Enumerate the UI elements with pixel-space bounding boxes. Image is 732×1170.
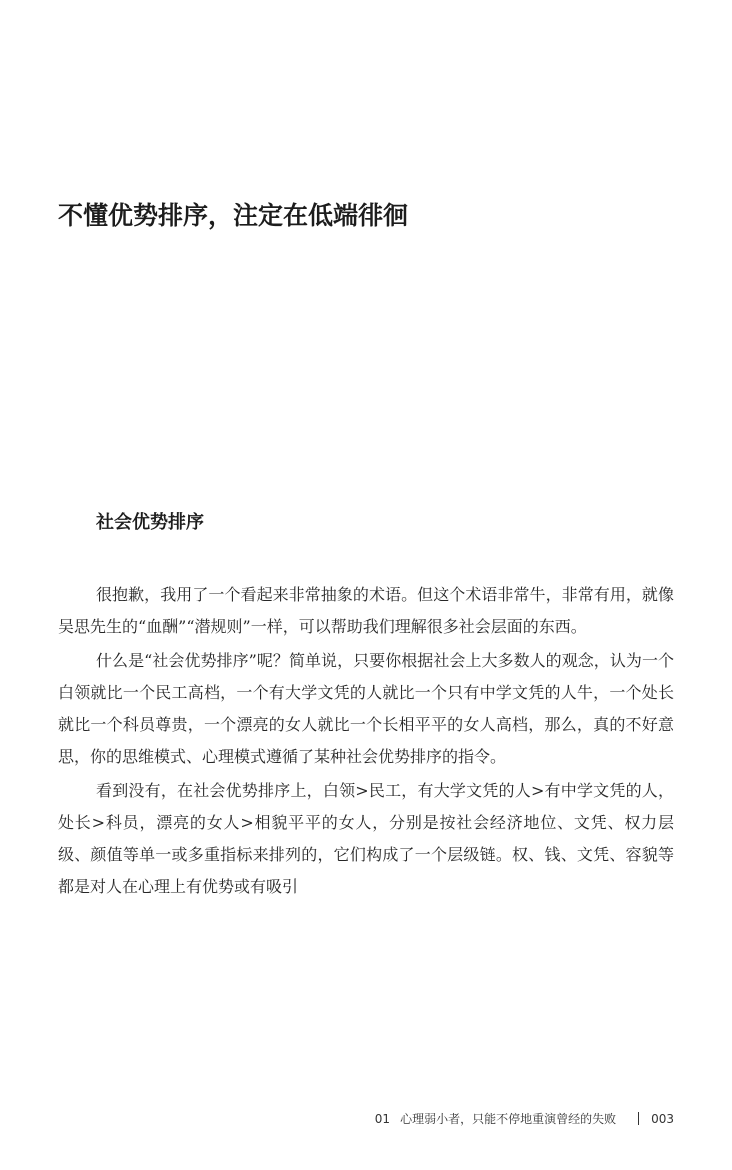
page-number: 003: [651, 1111, 674, 1126]
chapter-title: 不懂优势排序，注定在低端徘徊: [58, 201, 409, 230]
page-footer: [375, 1110, 674, 1127]
section-heading: 社会优势排序: [96, 512, 204, 533]
paragraph: 很抱歉，我用了一个看起来非常抽象的术语。但这个术语非常牛，非常有用，就像吴思先生的“血酬”“潜规则”一样，可以帮助我们理解很多社会层面的东西。: [58, 585, 674, 636]
paragraph: 看到没有，在社会优势排序上，白领>民工，有大学文凭的人>有中学文凭的人，处长>科员，漂亮的女人>相貌平平的女人，分别是按社会经济地位、文凭、权力层级、颜值等单一或多重指标来排列的，它们构成了一个层级链。权、钱、文凭、容貌等都是对人在心理上有优势或有吸引: [58, 781, 674, 896]
footer-chapter-title: 心理弱小者，只能不停地重演曾经的失败: [400, 1112, 617, 1126]
paragraph: 什么是“社会优势排序”呢？简单说，只要你根据社会上大多数人的观念，认为一个白领就比一个民工高档，一个有大学文凭的人就比一个只有中学文凭的人牛，一个处长就比一个科员尊贵，一个漂亮的女人就比一个长相平平的女人高档，那么，真的不好意思，你的思维模式、心理模式遵循了某种社会优势排序的指令。: [58, 651, 674, 766]
footer-chapter-number: 01: [374, 1111, 391, 1126]
body-text: [58, 579, 674, 903]
footer-divider: [638, 1112, 639, 1125]
